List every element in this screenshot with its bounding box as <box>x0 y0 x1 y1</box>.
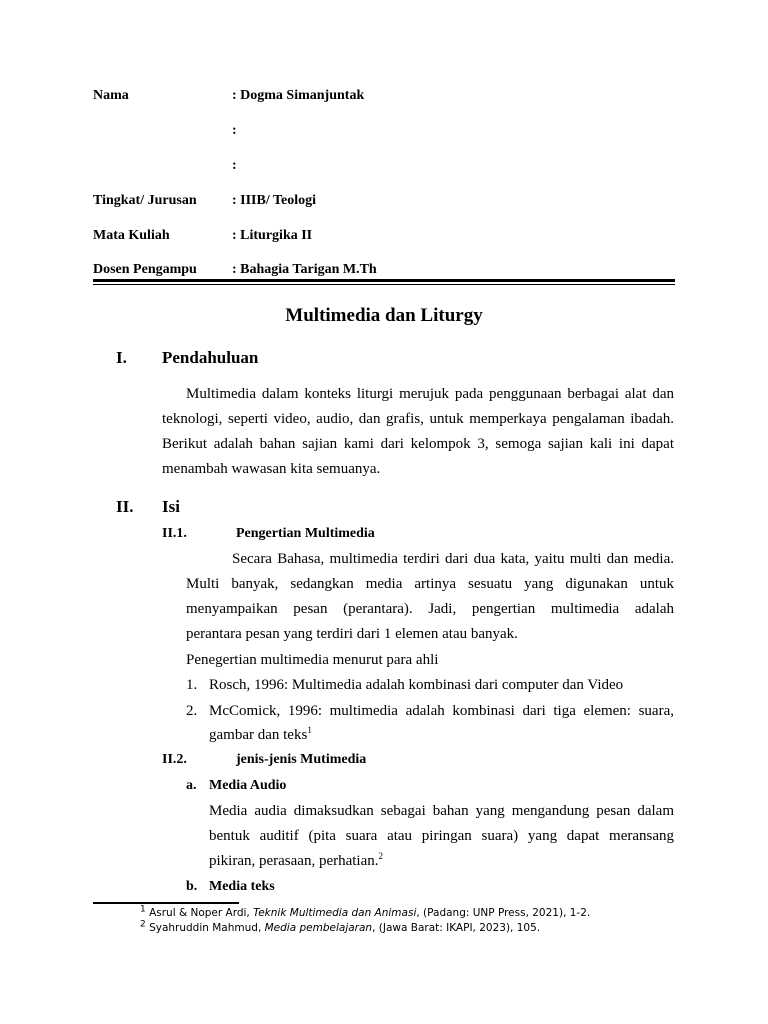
value-tingkat: : IIIB/ Teologi <box>232 193 317 208</box>
media-teks-heading: Media teks <box>209 879 275 894</box>
footnote-text: Asrul & Noper Ardi, <box>145 907 254 919</box>
label-dosen: Dosen Pengampu <box>93 262 197 277</box>
value-dosen: : Bahagia Tarigan M.Th <box>232 262 377 277</box>
subsection-2-number: II.2. <box>162 752 187 767</box>
value-mata-kuliah: : Liturgika II <box>232 228 313 243</box>
list-marker: b. <box>186 879 198 894</box>
label-mata-kuliah: Mata Kuliah <box>93 228 170 243</box>
footnote-title: Teknik Multimedia dan Animasi <box>253 907 417 919</box>
footnote-title: Media pembelajaran <box>264 922 373 934</box>
paragraph-line: Media audia dimaksudkan sebagai bahan yang mengandung pesan dalam <box>209 803 674 819</box>
list-item: McComick, 1996: multimedia adalah kombinasi dari tiga elemen: suara, <box>209 703 674 719</box>
list-marker: 2. <box>186 703 198 719</box>
label-tingkat: Tingkat/ Jurusan <box>93 193 197 208</box>
value-nama: : Dogma Simanjuntak <box>232 88 365 103</box>
footnote-text: Syahruddin Mahmud, <box>145 922 265 934</box>
paragraph-line: Berikut adalah bahan sajian kami dari kelompok 3, semoga sajian kali ini dapat <box>162 436 674 452</box>
footnote-1 <box>140 904 591 919</box>
value-blank-2: : <box>232 158 237 173</box>
paragraph-line: menambah wawasan kita semuanya. <box>162 461 381 477</box>
footnote-separator <box>93 902 239 904</box>
footnote-number: 2 <box>140 919 146 930</box>
subsection-1-heading: Pengertian Multimedia <box>236 526 375 541</box>
paragraph-line: bentuk auditif (pita suara atau piringan suara) yang dapat meransang <box>209 828 674 844</box>
experts-intro: Penegertian multimedia menurut para ahli <box>186 652 439 668</box>
header-divider-thick <box>93 279 675 282</box>
footnote-ref-2[interactable]: 2 <box>378 851 384 861</box>
section-2-heading: Isi <box>162 497 180 516</box>
section-2-number: II. <box>116 497 134 516</box>
header-divider-thin <box>93 284 675 285</box>
label-nama: Nama <box>93 88 129 103</box>
paragraph-line: Multi banyak, sedangkan media artinya sesuatu yang digunakan untuk <box>186 576 674 592</box>
media-audio-heading: Media Audio <box>209 778 287 793</box>
subsection-2-heading: jenis-jenis Mutimedia <box>236 752 367 767</box>
paragraph-line <box>209 853 383 870</box>
footnote-ref-1[interactable]: 1 <box>307 725 312 735</box>
paragraph-text: pikiran, perasaan, perhatian. <box>209 853 379 869</box>
page-title: Multimedia dan Liturgy <box>285 305 483 326</box>
subsection-1-number: II.1. <box>162 526 187 541</box>
section-1-heading: Pendahuluan <box>162 348 259 367</box>
list-marker: 1. <box>186 677 198 693</box>
paragraph-line: perantara pesan yang terdiri dari 1 elemen atau banyak. <box>186 626 518 642</box>
paragraph-line: Secara Bahasa, multimedia terdiri dari dua kata, yaitu multi dan media. <box>232 551 674 567</box>
footnote-text: , (Jawa Barat: IKAPI, 2023), 105. <box>372 922 541 934</box>
list-item: Rosch, 1996: Multimedia adalah kombinasi dari computer dan Video <box>209 677 624 693</box>
list-item-continuation <box>209 727 312 744</box>
footnote-2 <box>140 919 541 934</box>
footnote-number: 1 <box>140 904 146 915</box>
value-blank-1: : <box>232 123 237 138</box>
paragraph-line: menyampaikan pesan (perantara). Jadi, pengertian multimedia adalah <box>186 601 674 617</box>
section-1-number: I. <box>116 348 127 367</box>
list-marker: a. <box>186 778 197 793</box>
paragraph-line: teknologi, seperti video, audio, dan grafis, untuk memperkaya pengalaman ibadah. <box>162 411 674 427</box>
list-item-cont-text: gambar dan teks <box>209 727 308 743</box>
footnote-text: , (Padang: UNP Press, 2021), 1-2. <box>416 907 591 919</box>
paragraph-line: Multimedia dalam konteks liturgi merujuk pada penggunaan berbagai alat dan <box>186 386 674 402</box>
